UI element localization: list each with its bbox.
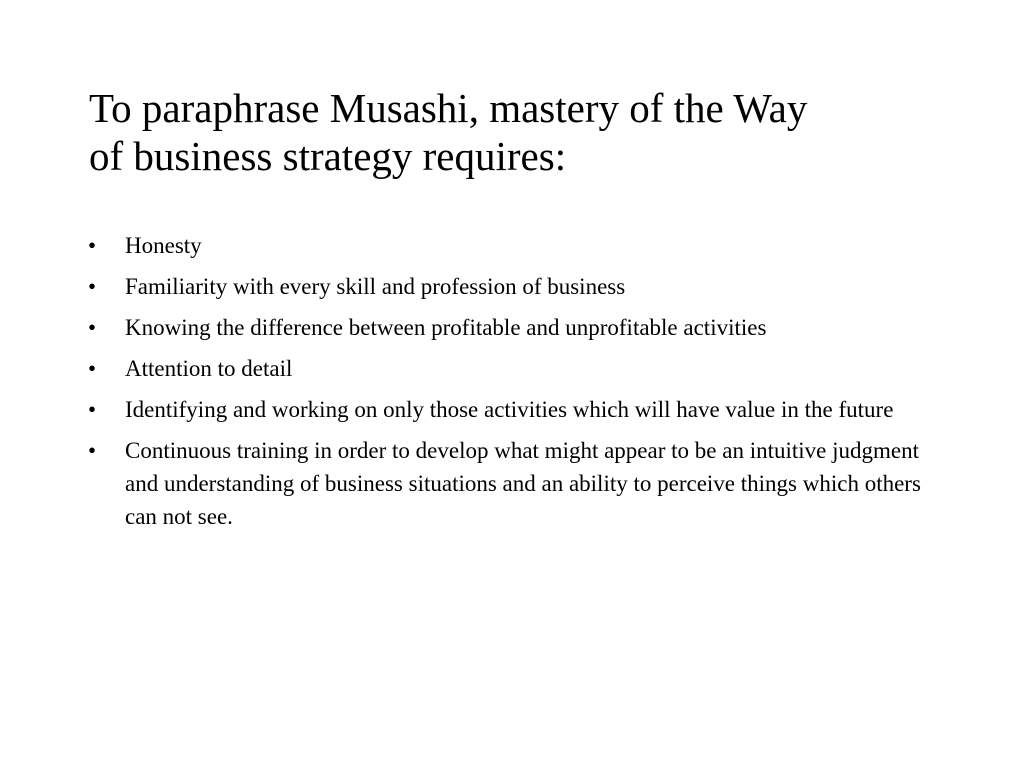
bullet-marker: • [88, 233, 97, 258]
bullet-marker: • [88, 315, 97, 340]
bullet-item-familiarity [88, 270, 948, 303]
bullet-list [88, 229, 948, 541]
bullet-text: Knowing the difference between profitable and unprofitable activities [125, 315, 767, 340]
bullet-item-attention-to-detail [88, 352, 948, 385]
bullet-item-future-value [88, 393, 948, 426]
bullet-text: Familiarity with every skill and profession of business [125, 274, 626, 299]
bullet-text: Identifying and working on only those activities which will have value in the future [125, 397, 894, 422]
bullet-marker: • [88, 274, 97, 299]
bullet-item-continuous-training [88, 434, 948, 533]
bullet-item-honesty [88, 229, 948, 262]
bullet-marker: • [88, 397, 97, 422]
bullet-text: Continuous training in order to develop what might appear to be an intuitive judgment and understanding of business situations and an ability to perceive things which others can not see. [125, 438, 921, 529]
bullet-text: Honesty [125, 233, 202, 258]
bullet-marker: • [88, 438, 97, 463]
slide-title-line-1: To paraphrase Musashi, mastery of the Way [89, 85, 808, 131]
slide-title-line-2: of business strategy requires: [89, 133, 567, 179]
bullet-text: Attention to detail [125, 356, 293, 381]
bullet-item-profitable-activities [88, 311, 948, 344]
slide-title [89, 84, 949, 180]
bullet-marker: • [88, 356, 97, 381]
